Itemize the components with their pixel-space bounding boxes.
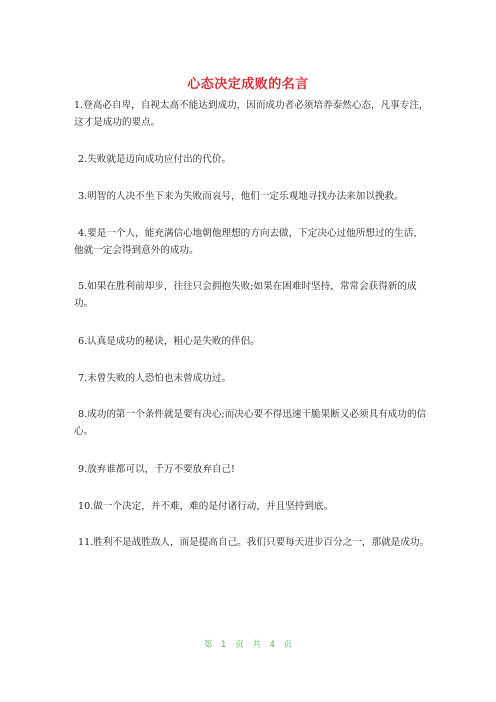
page-footer: 第 1 页 共 4 页 (203, 640, 293, 650)
paragraph-7: 7.未曾失败的人恐怕也未曾成功过。 (78, 373, 232, 384)
paragraph-1: 1.登高必自卑，自视太高不能达到成功，因而成功者必须培养泰然心态，凡事专注，这才是成功的要点。 (74, 100, 429, 128)
paragraph-3: 3.明智的人决不坐下来为失败而哀号，他们一定乐观地寻找办法来加以挽救。 (78, 191, 404, 202)
paragraph-10: 10.做一个决定，并不难，难的是付诸行动，并且坚持到底。 (78, 501, 334, 512)
paragraph-2: 2.失败就是迈向成功应付出的代价。 (78, 154, 232, 165)
paragraph-11: 11.胜利不是战胜敌人，而是提高自己。我们只要每天进步百分之一，那就是成功。 (78, 537, 430, 548)
document-title: 心态决定成败的名言 (187, 77, 309, 92)
paragraph-8: 8.成功的第一个条件就是要有决心;而决心要不得迅速干脆果断又必须具有成功的信心。 (74, 409, 427, 437)
paragraph-9: 9.放弃谁都可以，千万不要放弃自己! (78, 464, 235, 475)
paragraph-6: 6.认真是成功的秘诀，粗心是失败的伴侣。 (78, 336, 260, 347)
paragraph-5: 5.如果在胜利前却步，往往只会拥抱失败;如果在困难时坚持，常常会获得新的成功。 (74, 281, 417, 309)
paragraph-4: 4.要是一个人，能充满信心地朝他理想的方向去做，下定决心过他所想过的生活，他就一定会得到意外的成功。 (74, 228, 423, 256)
